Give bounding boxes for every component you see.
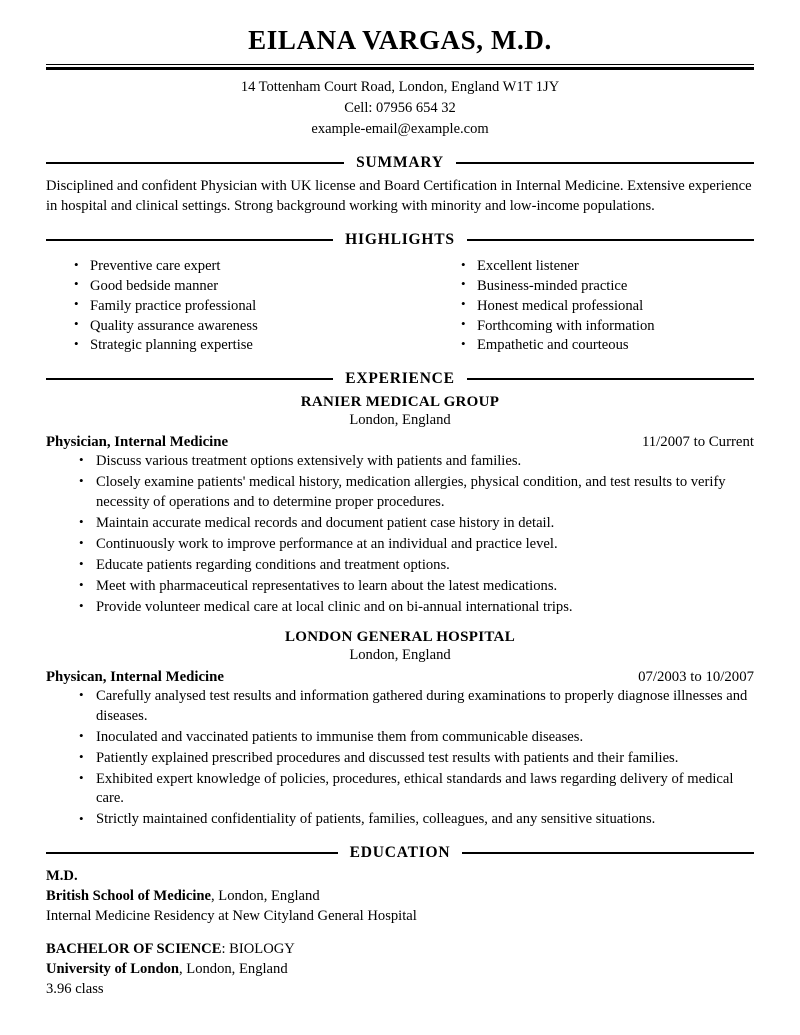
employer-name: LONDON GENERAL HOSPITAL (285, 629, 515, 646)
education-extra: 3.96 class (46, 981, 104, 998)
rule-left (46, 378, 333, 380)
contact-block (46, 70, 754, 140)
list-item: • Provide volunteer medical care at local clinic and on bi-annual international trips. (46, 598, 754, 618)
education-degree-line (46, 866, 754, 886)
section-header-education (46, 844, 754, 862)
list-item: • Quality assurance awareness (46, 317, 400, 336)
resume-header (46, 0, 754, 140)
role-row (46, 669, 754, 686)
job-title: Physician, Internal Medicine (46, 433, 229, 450)
list-item: • Discuss various treatment options extensively with patients and families. (46, 452, 754, 472)
education-entry (46, 939, 754, 999)
rule-right (467, 239, 754, 241)
education-degree-suffix: : BIOLOGY (221, 941, 295, 958)
rule-left (46, 162, 344, 164)
section-header-highlights (46, 231, 754, 249)
role-row (46, 434, 754, 451)
list-item: • Empathetic and courteous (433, 336, 754, 355)
list-item: • Strategic planning expertise (46, 336, 400, 355)
employer-location: London, England (349, 647, 451, 664)
list-item: • Good bedside manner (46, 277, 400, 296)
list-item: • Continuously work to improve performance at an individual and practice level. (46, 535, 754, 555)
contact-phone: Cell: 07956 654 32 (344, 99, 456, 116)
job-title: Physican, Internal Medicine (46, 668, 224, 685)
list-item: • Closely examine patients' medical history, medication allergies, physical condition, and test results to verify necessity of operations and to determine proper procedures. (46, 473, 754, 512)
list-item: • Educate patients regarding conditions and treatment options. (46, 556, 754, 576)
experience-entry (46, 629, 754, 830)
section-title-experience: EXPERIENCE (345, 370, 455, 388)
list-item: • Exhibited expert knowledge of policies, procedures, ethical standards and laws regarding delivery of medical care. (46, 770, 754, 809)
list-item: • Maintain accurate medical records and document patient case history in detail. (46, 514, 754, 534)
highlights-list-left (46, 257, 400, 355)
list-item: • Carefully analysed test results and information gathered during examinations to properly diagnose illnesses and diseases. (46, 687, 754, 726)
list-item: • Excellent listener (433, 257, 754, 276)
education-school-line (46, 959, 754, 979)
experience-entry (46, 394, 754, 617)
section-title-highlights: HIGHLIGHTS (345, 231, 455, 249)
list-item: • Meet with pharmaceutical representatives to learn about the latest medications. (46, 577, 754, 597)
rule-right (456, 162, 754, 164)
rule-left (46, 239, 333, 241)
summary-text: Disciplined and confident Physician with UK license and Board Certification in Internal Medicine. Extensive experience in hospital and clinical settings. Strong background working with minority and low-income populations. (46, 177, 752, 215)
section-title-education: EDUCATION (349, 843, 451, 861)
contact-email: example-email@example.com (311, 120, 489, 137)
duties-list (46, 452, 754, 617)
list-item: • Preventive care expert (46, 257, 400, 276)
highlights-column-left (46, 257, 400, 356)
list-item: • Strictly maintained confidentiality of patients, families, colleagues, and any sensitive situations. (46, 810, 754, 830)
education-extra: Internal Medicine Residency at New Cityland General Hospital (46, 908, 417, 925)
education-school: British School of Medicine (46, 887, 211, 904)
candidate-name: EILANA VARGAS, M.D. (248, 25, 552, 55)
list-item: • Business-minded practice (433, 277, 754, 296)
education-school-location: , London, England (211, 887, 320, 904)
highlights-list-right (433, 257, 754, 355)
list-item: • Inoculated and vaccinated patients to immunise them from communicable diseases. (46, 728, 754, 748)
education-degree: BACHELOR OF SCIENCE (46, 941, 222, 958)
highlights-column-right (400, 257, 754, 356)
highlights-columns (46, 253, 754, 356)
education-school: University of London (46, 961, 179, 978)
section-header-experience (46, 370, 754, 388)
list-item: • Family practice professional (46, 297, 400, 316)
rule-left (46, 852, 338, 854)
section-header-summary (46, 154, 754, 172)
education-entry (46, 866, 754, 926)
list-item: • Honest medical professional (433, 297, 754, 316)
rule-right (467, 378, 754, 380)
job-dates: 11/2007 to Current (641, 433, 754, 450)
section-title-summary: SUMMARY (356, 153, 444, 171)
contact-address: 14 Tottenham Court Road, London, England W1T 1JY (240, 78, 560, 95)
employer-name: RANIER MEDICAL GROUP (300, 394, 500, 411)
job-dates: 07/2003 to 10/2007 (638, 668, 754, 685)
education-school-location: , London, England (178, 961, 288, 978)
education-degree-line (46, 939, 754, 959)
education-school-line (46, 886, 754, 906)
education-degree: M.D. (46, 867, 78, 884)
list-item: • Patiently explained prescribed procedures and discussed test results with patients and their families. (46, 749, 754, 769)
duties-list (46, 687, 754, 830)
list-item: • Forthcoming with information (433, 317, 754, 336)
employer-location: London, England (349, 412, 451, 429)
rule-right (462, 852, 754, 854)
